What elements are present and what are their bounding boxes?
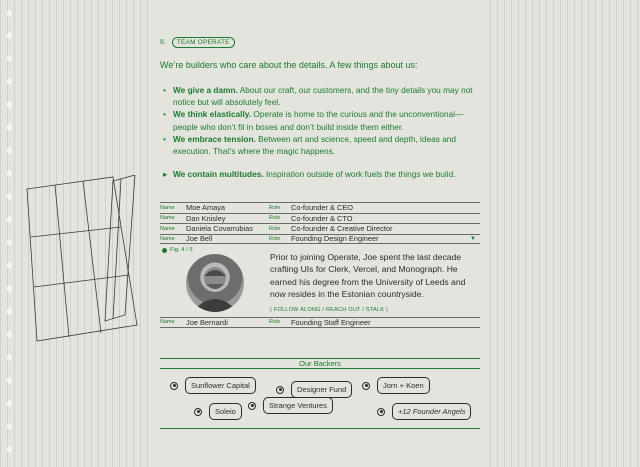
figure-counter: Fig. 4 / 5 [162, 247, 193, 253]
caret-down-icon: ▼ [470, 235, 476, 242]
backers-title: Our Backers [160, 358, 480, 369]
team-table [160, 202, 480, 328]
radio-icon [170, 382, 178, 390]
backer-chip[interactable]: Strange Ventures [248, 397, 333, 414]
team-row[interactable]: Name Moe Amaya Role Co-founder & CEO [160, 202, 480, 213]
section-tag: TEAM OPERATE [172, 37, 235, 48]
right-stripe-margin [490, 0, 640, 467]
radio-icon [362, 382, 370, 390]
expandable-value-item[interactable]: ▸ We contain multitudes. Inspiration outside of work fuels the things we build. [163, 169, 456, 180]
values-list [163, 84, 478, 180]
backer-chip[interactable]: +12 Founder Angels [377, 403, 471, 420]
intro-text: We’re builders who care about the details. A few things about us: [160, 60, 418, 70]
backer-chip[interactable]: Soleio [194, 403, 242, 420]
radio-icon [194, 408, 202, 416]
grid-sketch-illustration [25, 175, 145, 345]
value-item: • We give a damn. About our craft, our customers, and the tiny details you may not notice but will absolutely feel. [163, 85, 473, 108]
member-portrait [186, 254, 244, 312]
member-bio: Prior to joining Operate, Joe spent the last decade crafting UIs for Clerk, Vercel, and Monograph. He earned his degree from the University of Leeds and now resides in the Estonian countryside. [270, 252, 466, 300]
member-links[interactable]: ( FOLLOW ALONG / REACH OUT / STALK ) [270, 307, 388, 313]
radio-icon [377, 408, 385, 416]
member-detail [160, 244, 480, 317]
dot-icon [162, 248, 167, 253]
backers-divider [160, 428, 480, 429]
value-item: • We think elastically. Operate is home to the curious and the unconventional—people who don’t fit in boxes and don’t build inside them either. [163, 109, 464, 132]
section-number: II. [160, 39, 166, 46]
radio-icon [276, 386, 284, 394]
value-item: • We embrace tension. Between art and science, speed and depth, ideas and execution. That’s where the magic happens. [163, 133, 457, 157]
team-row[interactable]: Name Joe Bernardi Role Founding Staff Engineer [160, 317, 480, 328]
radio-icon [248, 402, 256, 410]
team-row[interactable]: Name Dan Knisley Role Co-founder & CTO [160, 213, 480, 224]
backer-chip[interactable]: Designer Fund [276, 381, 352, 398]
triangle-right-icon: ▸ [163, 169, 168, 180]
backer-chip[interactable]: Sunflower Capital [170, 377, 256, 394]
team-row-active[interactable]: Name Joe Bell Role Founding Design Engineer ▼ [160, 234, 480, 245]
team-row[interactable]: Name Daniela Covarrubias Role Co-founder & Creative Director [160, 223, 480, 234]
binder-holes [7, 0, 15, 467]
section-header [160, 37, 235, 48]
backer-chip[interactable]: Jorn + Koen [362, 377, 430, 394]
